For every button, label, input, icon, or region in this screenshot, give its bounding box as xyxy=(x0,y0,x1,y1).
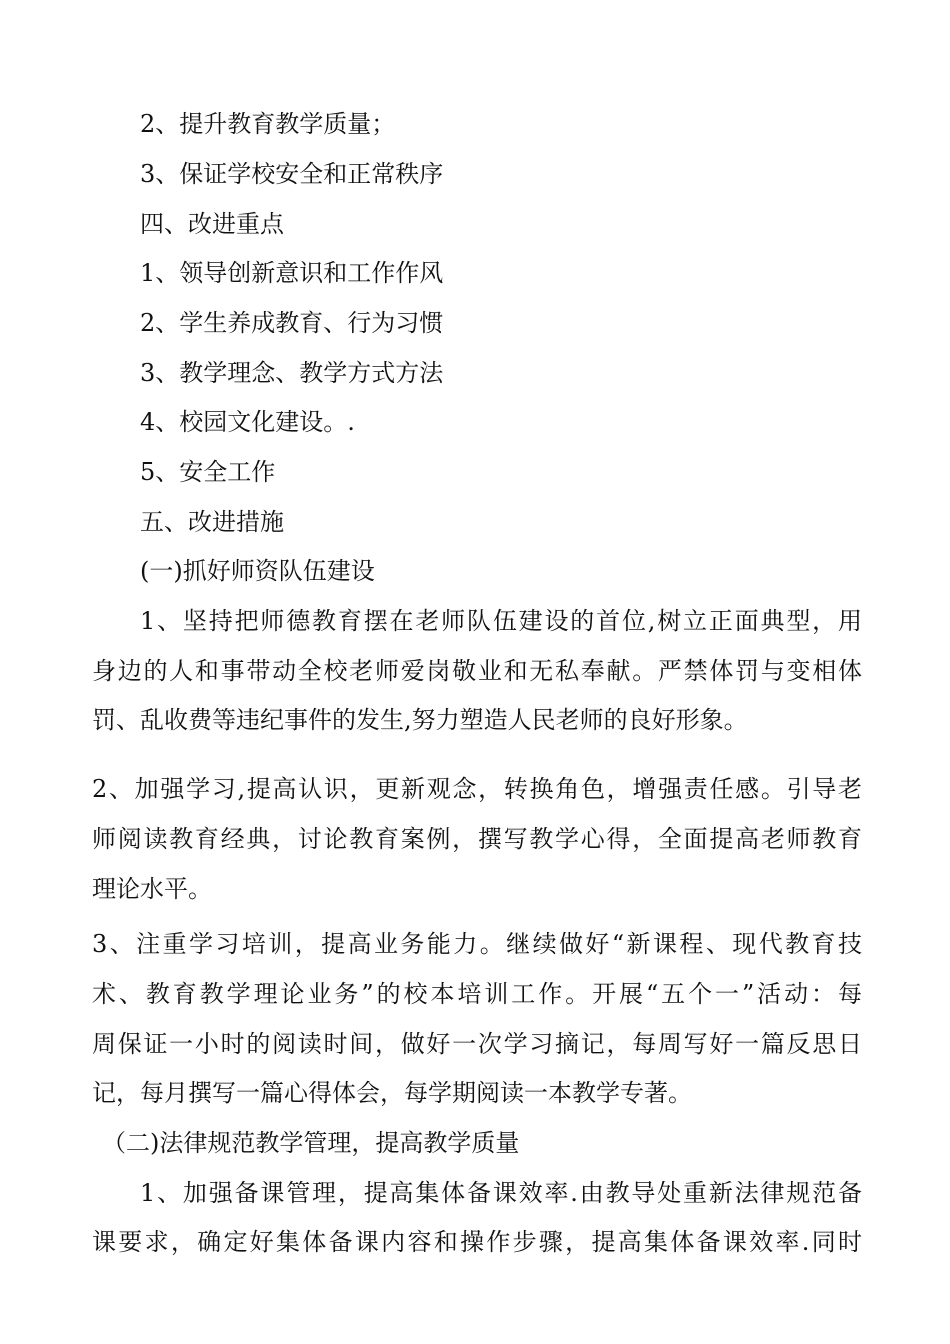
list-item: 1、领导创新意识和工作作风 xyxy=(140,259,444,287)
paragraph-line: 3、注重学习培训，提高业务能力。继续做好“新课程、现代教育技 xyxy=(92,930,862,958)
paragraph-line: 罚、乱收费等违纪事件的发生,努力塑造人民老师的良好形象。 xyxy=(92,706,748,734)
paragraph-line: 师阅读教育经典，讨论教育案例，撰写教学心得，全面提高老师教育 xyxy=(92,825,862,853)
paragraph-line: 1、坚持把师德教育摆在老师队伍建设的首位,树立正面典型，用 xyxy=(140,607,862,635)
paragraph-line: 术、教育教学理论业务”的校本培训工作。开展“五个一”活动：每 xyxy=(92,980,862,1008)
section-heading: 五、改进措施 xyxy=(140,508,284,536)
paragraph-line: 1、加强备课管理，提高集体备课效率.由教导处重新法律规范备 xyxy=(140,1179,862,1207)
paragraph-line: 课要求，确定好集体备课内容和操作步骤，提高集体备课效率.同时 xyxy=(92,1228,862,1256)
list-item: 5、安全工作 xyxy=(140,458,276,486)
section-heading: 四、改进重点 xyxy=(140,210,284,238)
subsection-heading: (一)抓好师资队伍建设 xyxy=(140,557,375,585)
paragraph-line: 记，每月撰写一篇心得体会，每学期阅读一本教学专著。 xyxy=(92,1079,692,1107)
list-item: 2、提升教育教学质量； xyxy=(140,110,396,138)
list-item: 3、教学理念、教学方式方法 xyxy=(140,359,444,387)
paragraph-line: 2、加强学习,提高认识，更新观念，转换角色，增强责任感。引导老 xyxy=(92,775,862,803)
paragraph-line: 周保证一小时的阅读时间，做好一次学习摘记，每周写好一篇反思日 xyxy=(92,1030,862,1058)
paragraph-line: 身边的人和事带动全校老师爱岗敬业和无私奉献。严禁体罚与变相体 xyxy=(92,657,862,685)
list-item: 2、学生养成教育、行为习惯 xyxy=(140,309,444,337)
list-item: 3、保证学校安全和正常秩序 xyxy=(140,160,444,188)
list-item: 4、校园文化建设。. xyxy=(140,408,355,436)
paragraph-line: 理论水平。 xyxy=(92,875,212,903)
subsection-heading: （二)法律规范教学管理，提高教学质量 xyxy=(102,1129,520,1157)
